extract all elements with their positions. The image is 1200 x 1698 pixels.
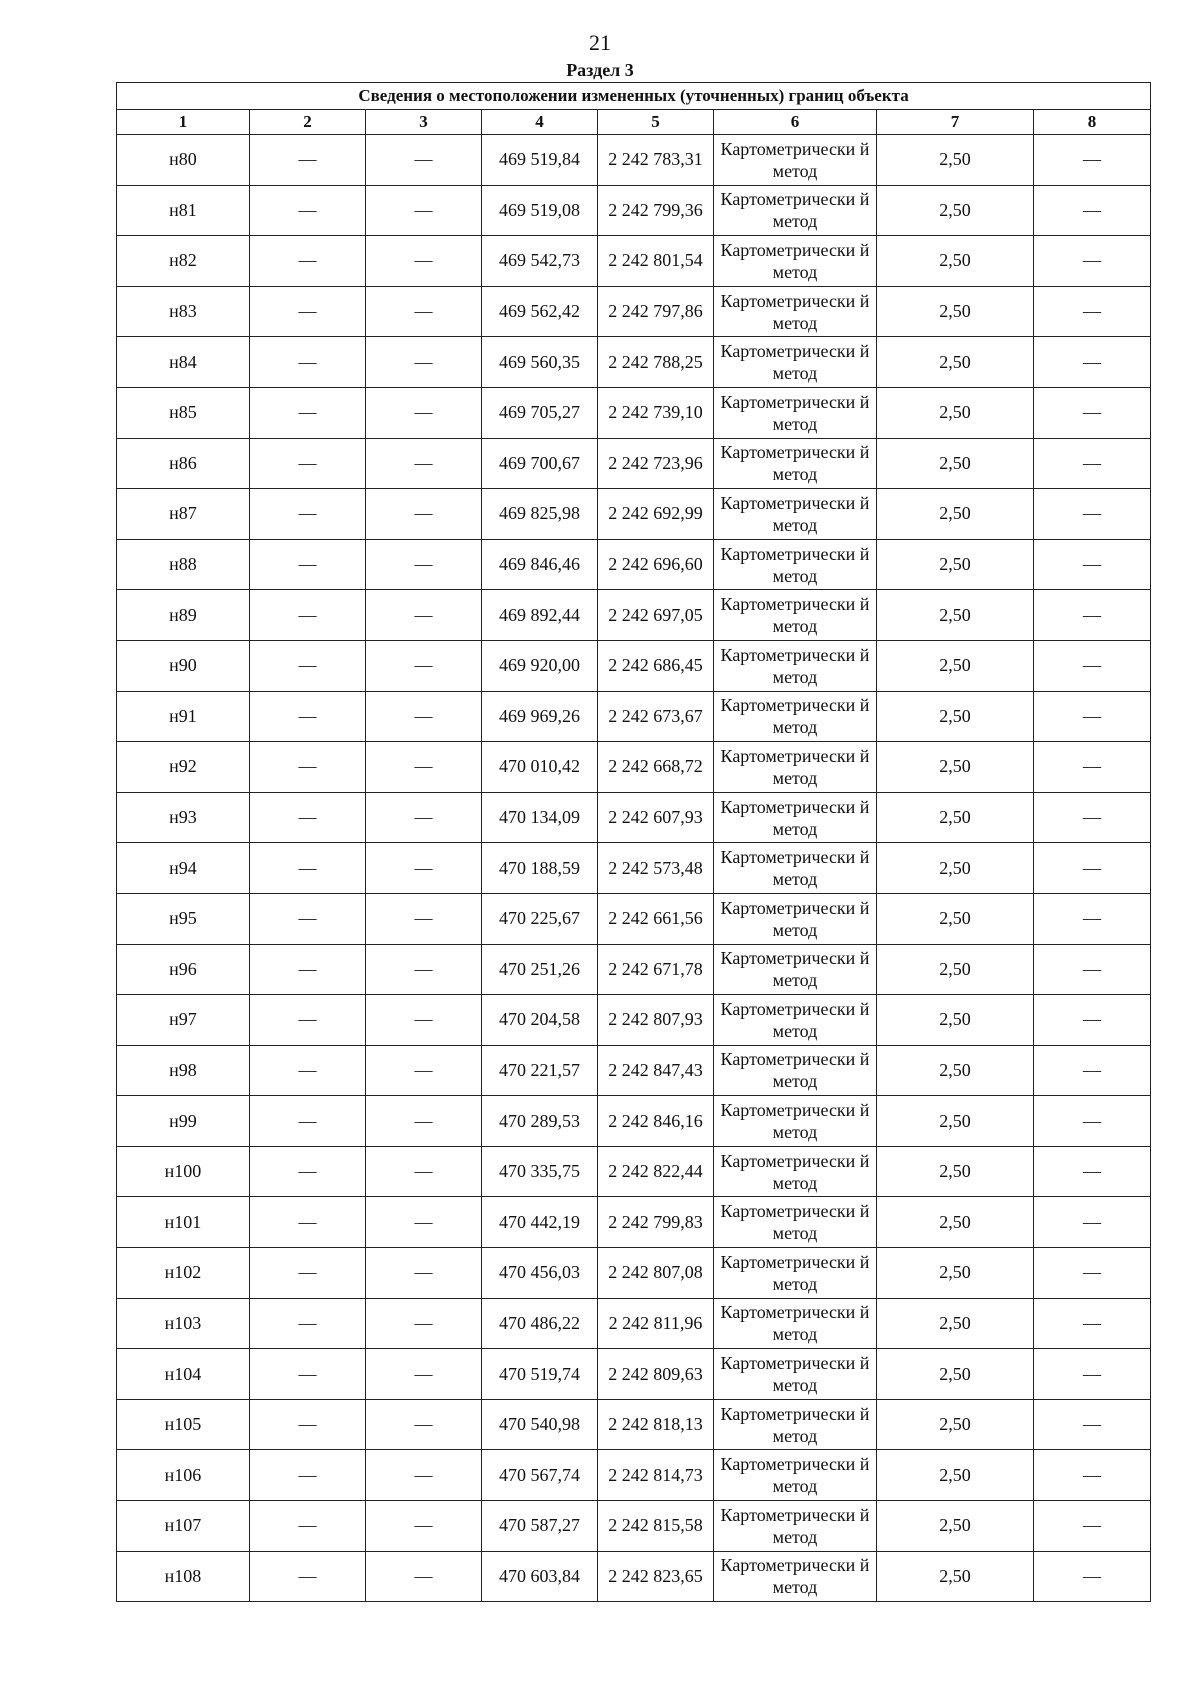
table-row bbox=[117, 893, 1151, 944]
method-cell: Картометрически й метод bbox=[714, 387, 877, 438]
accuracy-cell: 2,50 bbox=[877, 742, 1034, 793]
accuracy-cell: 2,50 bbox=[877, 995, 1034, 1046]
method-cell: Картометрически й метод bbox=[714, 1349, 877, 1400]
accuracy-cell: 2,50 bbox=[877, 1450, 1034, 1501]
y-coordinate-cell: 2 242 815,58 bbox=[598, 1501, 714, 1552]
column-2-cell: — bbox=[250, 1298, 366, 1349]
x-coordinate-cell: 470 567,74 bbox=[482, 1450, 598, 1501]
y-coordinate-cell: 2 242 797,86 bbox=[598, 286, 714, 337]
column-2-cell: — bbox=[250, 236, 366, 287]
column-8-cell: — bbox=[1034, 1248, 1151, 1299]
accuracy-cell: 2,50 bbox=[877, 1096, 1034, 1147]
column-8-cell: — bbox=[1034, 640, 1151, 691]
method-cell: Картометрически й метод bbox=[714, 236, 877, 287]
column-3-cell: — bbox=[366, 640, 482, 691]
point-number-cell: н88 bbox=[117, 539, 250, 590]
table-row bbox=[117, 438, 1151, 489]
method-cell: Картометрически й метод bbox=[714, 489, 877, 540]
method-cell: Картометрически й метод bbox=[714, 893, 877, 944]
y-coordinate-cell: 2 242 692,99 bbox=[598, 489, 714, 540]
column-2-cell: — bbox=[250, 337, 366, 388]
column-2-cell: — bbox=[250, 1197, 366, 1248]
accuracy-cell: 2,50 bbox=[877, 1399, 1034, 1450]
y-coordinate-cell: 2 242 799,83 bbox=[598, 1197, 714, 1248]
method-cell: Картометрически й метод bbox=[714, 438, 877, 489]
column-3-cell: — bbox=[366, 387, 482, 438]
column-3-cell: — bbox=[366, 1248, 482, 1299]
y-coordinate-cell: 2 242 661,56 bbox=[598, 893, 714, 944]
column-8-cell: — bbox=[1034, 135, 1151, 186]
y-coordinate-cell: 2 242 697,05 bbox=[598, 590, 714, 641]
y-coordinate-cell: 2 242 846,16 bbox=[598, 1096, 714, 1147]
accuracy-cell: 2,50 bbox=[877, 1298, 1034, 1349]
column-3-cell: — bbox=[366, 1349, 482, 1400]
x-coordinate-cell: 470 010,42 bbox=[482, 742, 598, 793]
column-2-cell: — bbox=[250, 944, 366, 995]
table-body bbox=[117, 135, 1151, 1602]
point-number-cell: н91 bbox=[117, 691, 250, 742]
method-cell: Картометрически й метод bbox=[714, 1045, 877, 1096]
accuracy-cell: 2,50 bbox=[877, 286, 1034, 337]
accuracy-cell: 2,50 bbox=[877, 438, 1034, 489]
method-cell: Картометрически й метод bbox=[714, 1450, 877, 1501]
column-8-cell: — bbox=[1034, 387, 1151, 438]
y-coordinate-cell: 2 242 801,54 bbox=[598, 236, 714, 287]
table-row bbox=[117, 1045, 1151, 1096]
point-number-cell: н107 bbox=[117, 1501, 250, 1552]
accuracy-cell: 2,50 bbox=[877, 590, 1034, 641]
x-coordinate-cell: 469 892,44 bbox=[482, 590, 598, 641]
table-row bbox=[117, 1399, 1151, 1450]
point-number-cell: н94 bbox=[117, 843, 250, 894]
column-3-cell: — bbox=[366, 438, 482, 489]
point-number-cell: н84 bbox=[117, 337, 250, 388]
point-number-cell: н106 bbox=[117, 1450, 250, 1501]
point-number-cell: н86 bbox=[117, 438, 250, 489]
column-8-cell: — bbox=[1034, 1146, 1151, 1197]
accuracy-cell: 2,50 bbox=[877, 1146, 1034, 1197]
table-row bbox=[117, 944, 1151, 995]
table-row bbox=[117, 1096, 1151, 1147]
column-2-cell: — bbox=[250, 1349, 366, 1400]
method-cell: Картометрически й метод bbox=[714, 1248, 877, 1299]
column-3-cell: — bbox=[366, 185, 482, 236]
x-coordinate-cell: 470 225,67 bbox=[482, 893, 598, 944]
point-number-cell: н100 bbox=[117, 1146, 250, 1197]
column-3-cell: — bbox=[366, 1501, 482, 1552]
column-2-cell: — bbox=[250, 691, 366, 742]
x-coordinate-cell: 470 456,03 bbox=[482, 1248, 598, 1299]
accuracy-cell: 2,50 bbox=[877, 1501, 1034, 1552]
point-number-cell: н95 bbox=[117, 893, 250, 944]
column-number: 2 bbox=[250, 110, 366, 135]
y-coordinate-cell: 2 242 739,10 bbox=[598, 387, 714, 438]
x-coordinate-cell: 469 700,67 bbox=[482, 438, 598, 489]
column-8-cell: — bbox=[1034, 792, 1151, 843]
x-coordinate-cell: 470 204,58 bbox=[482, 995, 598, 1046]
y-coordinate-cell: 2 242 823,65 bbox=[598, 1551, 714, 1602]
column-3-cell: — bbox=[366, 236, 482, 287]
accuracy-cell: 2,50 bbox=[877, 236, 1034, 287]
point-number-cell: н90 bbox=[117, 640, 250, 691]
x-coordinate-cell: 469 969,26 bbox=[482, 691, 598, 742]
column-8-cell: — bbox=[1034, 1045, 1151, 1096]
accuracy-cell: 2,50 bbox=[877, 843, 1034, 894]
table-row bbox=[117, 1298, 1151, 1349]
x-coordinate-cell: 470 335,75 bbox=[482, 1146, 598, 1197]
column-8-cell: — bbox=[1034, 944, 1151, 995]
point-number-cell: н105 bbox=[117, 1399, 250, 1450]
column-8-cell: — bbox=[1034, 1349, 1151, 1400]
table-caption: Сведения о местоположении измененных (уточненных) границ объекта bbox=[117, 83, 1151, 110]
column-2-cell: — bbox=[250, 995, 366, 1046]
column-2-cell: — bbox=[250, 1045, 366, 1096]
table-row bbox=[117, 337, 1151, 388]
column-2-cell: — bbox=[250, 792, 366, 843]
y-coordinate-cell: 2 242 822,44 bbox=[598, 1146, 714, 1197]
column-number: 8 bbox=[1034, 110, 1151, 135]
table-row bbox=[117, 792, 1151, 843]
column-number: 1 bbox=[117, 110, 250, 135]
method-cell: Картометрически й метод bbox=[714, 691, 877, 742]
y-coordinate-cell: 2 242 811,96 bbox=[598, 1298, 714, 1349]
table-row bbox=[117, 1197, 1151, 1248]
y-coordinate-cell: 2 242 686,45 bbox=[598, 640, 714, 691]
column-3-cell: — bbox=[366, 995, 482, 1046]
y-coordinate-cell: 2 242 809,63 bbox=[598, 1349, 714, 1400]
accuracy-cell: 2,50 bbox=[877, 489, 1034, 540]
column-8-cell: — bbox=[1034, 337, 1151, 388]
y-coordinate-cell: 2 242 783,31 bbox=[598, 135, 714, 186]
y-coordinate-cell: 2 242 788,25 bbox=[598, 337, 714, 388]
accuracy-cell: 2,50 bbox=[877, 337, 1034, 388]
column-2-cell: — bbox=[250, 1248, 366, 1299]
x-coordinate-cell: 470 519,74 bbox=[482, 1349, 598, 1400]
y-coordinate-cell: 2 242 847,43 bbox=[598, 1045, 714, 1096]
column-3-cell: — bbox=[366, 1096, 482, 1147]
method-cell: Картометрически й метод bbox=[714, 539, 877, 590]
table-row bbox=[117, 640, 1151, 691]
y-coordinate-cell: 2 242 696,60 bbox=[598, 539, 714, 590]
point-number-cell: н92 bbox=[117, 742, 250, 793]
y-coordinate-cell: 2 242 668,72 bbox=[598, 742, 714, 793]
x-coordinate-cell: 469 519,08 bbox=[482, 185, 598, 236]
column-2-cell: — bbox=[250, 539, 366, 590]
column-8-cell: — bbox=[1034, 489, 1151, 540]
accuracy-cell: 2,50 bbox=[877, 691, 1034, 742]
point-number-cell: н85 bbox=[117, 387, 250, 438]
column-8-cell: — bbox=[1034, 742, 1151, 793]
column-2-cell: — bbox=[250, 489, 366, 540]
column-3-cell: — bbox=[366, 792, 482, 843]
column-number-row bbox=[117, 110, 1151, 135]
point-number-cell: н102 bbox=[117, 1248, 250, 1299]
table-row bbox=[117, 135, 1151, 186]
column-2-cell: — bbox=[250, 893, 366, 944]
table-row bbox=[117, 590, 1151, 641]
table-row bbox=[117, 539, 1151, 590]
column-3-cell: — bbox=[366, 1551, 482, 1602]
point-number-cell: н98 bbox=[117, 1045, 250, 1096]
table-row bbox=[117, 1551, 1151, 1602]
column-8-cell: — bbox=[1034, 539, 1151, 590]
table-row bbox=[117, 742, 1151, 793]
column-3-cell: — bbox=[366, 1399, 482, 1450]
column-8-cell: — bbox=[1034, 1096, 1151, 1147]
column-8-cell: — bbox=[1034, 185, 1151, 236]
point-number-cell: н96 bbox=[117, 944, 250, 995]
method-cell: Картометрически й метод bbox=[714, 1399, 877, 1450]
column-3-cell: — bbox=[366, 691, 482, 742]
table-row bbox=[117, 1349, 1151, 1400]
column-3-cell: — bbox=[366, 337, 482, 388]
column-number: 4 bbox=[482, 110, 598, 135]
column-3-cell: — bbox=[366, 286, 482, 337]
column-2-cell: — bbox=[250, 1146, 366, 1197]
point-number-cell: н108 bbox=[117, 1551, 250, 1602]
accuracy-cell: 2,50 bbox=[877, 135, 1034, 186]
table-row bbox=[117, 1501, 1151, 1552]
table-row bbox=[117, 286, 1151, 337]
column-8-cell: — bbox=[1034, 236, 1151, 287]
x-coordinate-cell: 470 603,84 bbox=[482, 1551, 598, 1602]
column-3-cell: — bbox=[366, 1450, 482, 1501]
column-2-cell: — bbox=[250, 286, 366, 337]
point-number-cell: н80 bbox=[117, 135, 250, 186]
y-coordinate-cell: 2 242 799,36 bbox=[598, 185, 714, 236]
accuracy-cell: 2,50 bbox=[877, 185, 1034, 236]
accuracy-cell: 2,50 bbox=[877, 387, 1034, 438]
x-coordinate-cell: 470 587,27 bbox=[482, 1501, 598, 1552]
method-cell: Картометрически й метод bbox=[714, 1551, 877, 1602]
x-coordinate-cell: 470 486,22 bbox=[482, 1298, 598, 1349]
table-row bbox=[117, 691, 1151, 742]
boundary-coordinates-table bbox=[116, 82, 1151, 1602]
accuracy-cell: 2,50 bbox=[877, 944, 1034, 995]
column-3-cell: — bbox=[366, 1197, 482, 1248]
table-row bbox=[117, 185, 1151, 236]
accuracy-cell: 2,50 bbox=[877, 1197, 1034, 1248]
column-2-cell: — bbox=[250, 1399, 366, 1450]
column-2-cell: — bbox=[250, 843, 366, 894]
column-8-cell: — bbox=[1034, 1399, 1151, 1450]
y-coordinate-cell: 2 242 671,78 bbox=[598, 944, 714, 995]
point-number-cell: н97 bbox=[117, 995, 250, 1046]
column-3-cell: — bbox=[366, 489, 482, 540]
x-coordinate-cell: 469 562,42 bbox=[482, 286, 598, 337]
x-coordinate-cell: 469 542,73 bbox=[482, 236, 598, 287]
column-2-cell: — bbox=[250, 1096, 366, 1147]
column-8-cell: — bbox=[1034, 438, 1151, 489]
y-coordinate-cell: 2 242 814,73 bbox=[598, 1450, 714, 1501]
column-3-cell: — bbox=[366, 135, 482, 186]
column-3-cell: — bbox=[366, 1298, 482, 1349]
y-coordinate-cell: 2 242 673,67 bbox=[598, 691, 714, 742]
y-coordinate-cell: 2 242 607,93 bbox=[598, 792, 714, 843]
column-number: 3 bbox=[366, 110, 482, 135]
column-3-cell: — bbox=[366, 742, 482, 793]
x-coordinate-cell: 470 289,53 bbox=[482, 1096, 598, 1147]
method-cell: Картометрически й метод bbox=[714, 995, 877, 1046]
accuracy-cell: 2,50 bbox=[877, 1248, 1034, 1299]
point-number-cell: н93 bbox=[117, 792, 250, 843]
table-row bbox=[117, 489, 1151, 540]
column-2-cell: — bbox=[250, 185, 366, 236]
page-number: 21 bbox=[589, 30, 611, 55]
column-number: 5 bbox=[598, 110, 714, 135]
method-cell: Картометрически й метод bbox=[714, 1146, 877, 1197]
point-number-cell: н83 bbox=[117, 286, 250, 337]
column-3-cell: — bbox=[366, 843, 482, 894]
point-number-cell: н99 bbox=[117, 1096, 250, 1147]
section-title: Раздел 3 bbox=[566, 60, 634, 80]
x-coordinate-cell: 470 188,59 bbox=[482, 843, 598, 894]
table-caption-row bbox=[117, 83, 1151, 110]
accuracy-cell: 2,50 bbox=[877, 1045, 1034, 1096]
column-8-cell: — bbox=[1034, 691, 1151, 742]
column-2-cell: — bbox=[250, 1450, 366, 1501]
y-coordinate-cell: 2 242 807,93 bbox=[598, 995, 714, 1046]
table-row bbox=[117, 1450, 1151, 1501]
point-number-cell: н104 bbox=[117, 1349, 250, 1400]
method-cell: Картометрически й метод bbox=[714, 1501, 877, 1552]
column-3-cell: — bbox=[366, 539, 482, 590]
accuracy-cell: 2,50 bbox=[877, 1349, 1034, 1400]
point-number-cell: н89 bbox=[117, 590, 250, 641]
column-8-cell: — bbox=[1034, 893, 1151, 944]
point-number-cell: н81 bbox=[117, 185, 250, 236]
column-3-cell: — bbox=[366, 944, 482, 995]
method-cell: Картометрически й метод bbox=[714, 286, 877, 337]
method-cell: Картометрически й метод bbox=[714, 843, 877, 894]
y-coordinate-cell: 2 242 807,08 bbox=[598, 1248, 714, 1299]
x-coordinate-cell: 470 540,98 bbox=[482, 1399, 598, 1450]
x-coordinate-cell: 469 846,46 bbox=[482, 539, 598, 590]
column-3-cell: — bbox=[366, 893, 482, 944]
method-cell: Картометрически й метод bbox=[714, 337, 877, 388]
column-8-cell: — bbox=[1034, 1501, 1151, 1552]
column-2-cell: — bbox=[250, 1551, 366, 1602]
method-cell: Картометрически й метод bbox=[714, 792, 877, 843]
point-number-cell: н82 bbox=[117, 236, 250, 287]
y-coordinate-cell: 2 242 723,96 bbox=[598, 438, 714, 489]
x-coordinate-cell: 470 134,09 bbox=[482, 792, 598, 843]
method-cell: Картометрически й метод bbox=[714, 1197, 877, 1248]
x-coordinate-cell: 469 560,35 bbox=[482, 337, 598, 388]
table-row bbox=[117, 1146, 1151, 1197]
point-number-cell: н87 bbox=[117, 489, 250, 540]
column-8-cell: — bbox=[1034, 995, 1151, 1046]
x-coordinate-cell: 469 519,84 bbox=[482, 135, 598, 186]
y-coordinate-cell: 2 242 573,48 bbox=[598, 843, 714, 894]
column-8-cell: — bbox=[1034, 1450, 1151, 1501]
accuracy-cell: 2,50 bbox=[877, 893, 1034, 944]
x-coordinate-cell: 469 705,27 bbox=[482, 387, 598, 438]
column-2-cell: — bbox=[250, 1501, 366, 1552]
method-cell: Картометрически й метод bbox=[714, 742, 877, 793]
column-8-cell: — bbox=[1034, 1197, 1151, 1248]
accuracy-cell: 2,50 bbox=[877, 1551, 1034, 1602]
table-row bbox=[117, 843, 1151, 894]
column-2-cell: — bbox=[250, 387, 366, 438]
column-8-cell: — bbox=[1034, 286, 1151, 337]
accuracy-cell: 2,50 bbox=[877, 640, 1034, 691]
column-3-cell: — bbox=[366, 1045, 482, 1096]
accuracy-cell: 2,50 bbox=[877, 792, 1034, 843]
column-3-cell: — bbox=[366, 1146, 482, 1197]
column-2-cell: — bbox=[250, 640, 366, 691]
column-8-cell: — bbox=[1034, 1298, 1151, 1349]
method-cell: Картометрически й метод bbox=[714, 1096, 877, 1147]
column-3-cell: — bbox=[366, 590, 482, 641]
column-8-cell: — bbox=[1034, 590, 1151, 641]
accuracy-cell: 2,50 bbox=[877, 539, 1034, 590]
column-number: 7 bbox=[877, 110, 1034, 135]
method-cell: Картометрически й метод bbox=[714, 135, 877, 186]
x-coordinate-cell: 469 825,98 bbox=[482, 489, 598, 540]
method-cell: Картометрически й метод bbox=[714, 185, 877, 236]
method-cell: Картометрически й метод bbox=[714, 640, 877, 691]
column-8-cell: — bbox=[1034, 1551, 1151, 1602]
y-coordinate-cell: 2 242 818,13 bbox=[598, 1399, 714, 1450]
x-coordinate-cell: 470 251,26 bbox=[482, 944, 598, 995]
column-2-cell: — bbox=[250, 742, 366, 793]
x-coordinate-cell: 470 442,19 bbox=[482, 1197, 598, 1248]
column-8-cell: — bbox=[1034, 843, 1151, 894]
table-row bbox=[117, 387, 1151, 438]
column-number: 6 bbox=[714, 110, 877, 135]
x-coordinate-cell: 469 920,00 bbox=[482, 640, 598, 691]
method-cell: Картометрически й метод bbox=[714, 590, 877, 641]
point-number-cell: н103 bbox=[117, 1298, 250, 1349]
point-number-cell: н101 bbox=[117, 1197, 250, 1248]
table-row bbox=[117, 1248, 1151, 1299]
column-2-cell: — bbox=[250, 438, 366, 489]
table-row bbox=[117, 995, 1151, 1046]
x-coordinate-cell: 470 221,57 bbox=[482, 1045, 598, 1096]
method-cell: Картометрически й метод bbox=[714, 1298, 877, 1349]
table-row bbox=[117, 236, 1151, 287]
column-2-cell: — bbox=[250, 135, 366, 186]
method-cell: Картометрически й метод bbox=[714, 944, 877, 995]
column-2-cell: — bbox=[250, 590, 366, 641]
